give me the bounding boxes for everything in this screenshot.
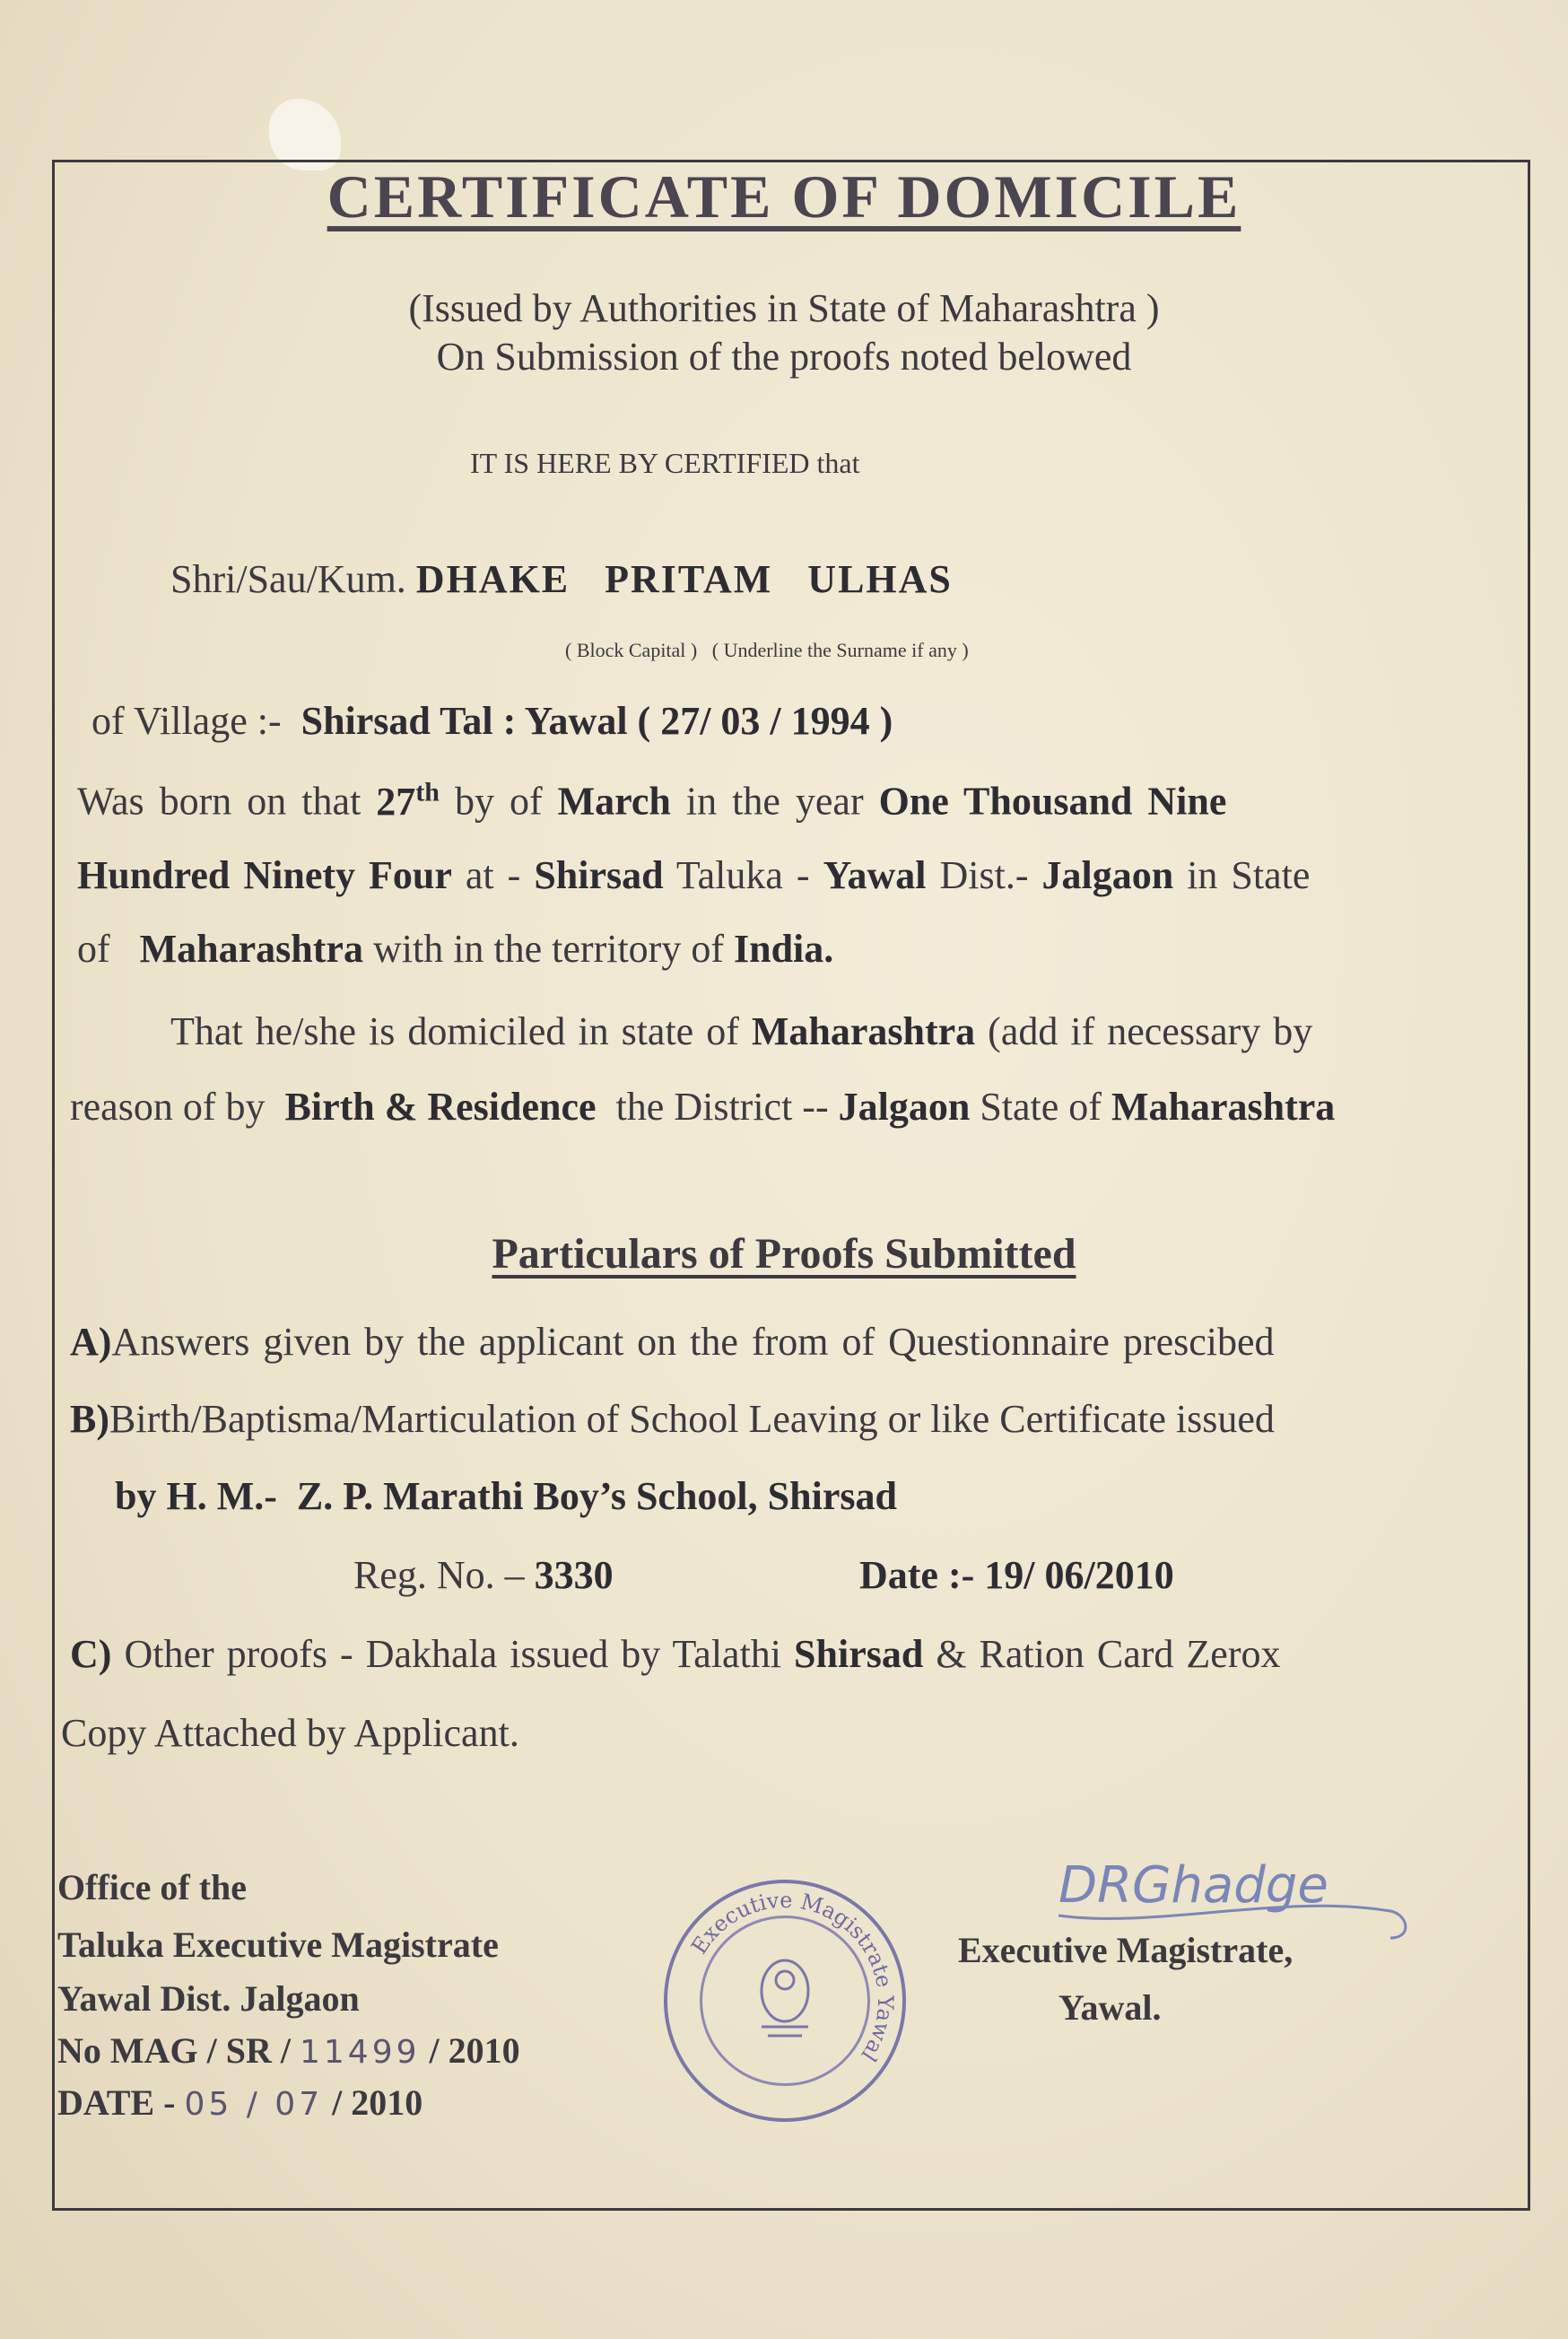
birth-at: at - [465,853,521,897]
seal-inner-ring [700,1916,870,2086]
proof-b-label: B) [70,1397,109,1441]
proof-a-text: Answers given by the applicant on the from of Questionnaire prescibed [111,1320,1275,1364]
office-number-handwritten: 11499 [300,2034,421,2071]
domicile-text-b: (add if necessary by [988,1009,1313,1053]
certificate-title: CERTIFICATE OF DOMICILE [327,162,1241,231]
birth-country: India. [733,927,834,971]
birth-line-2 [77,852,1310,898]
signatory-line-1: Executive Magistrate, [958,1930,1294,1970]
proof-b-issuer [115,1473,897,1519]
proof-date-line [859,1552,1174,1598]
reg-number: 3330 [534,1553,614,1597]
office-date-handwritten: 05 / 07 [184,2086,324,2123]
village-line [91,698,893,744]
proof-b-text: Birth/Baptisma/Marticulation of School Leaving or like Certificate issued [109,1397,1275,1441]
office-line-1: Office of the [57,1867,248,1907]
office-date-prefix: DATE - [57,2082,176,2123]
proof-date: 19/ 06/2010 [984,1553,1174,1597]
block-capital-hint: ( Block Capital ) [565,639,698,661]
birth-year-words-2: Hundred Ninety Four [77,853,452,897]
birth-month: March [557,779,671,824]
birth-year-words-1: One Thousand Nine [878,779,1227,824]
village-value: Shirsad Tal : Yawal ( 27/ 03 / 1994 ) [301,699,893,743]
domicile-state-label: State of [980,1085,1102,1129]
domicile-district-label: the District -- [615,1085,829,1129]
official-seal [664,1880,906,2122]
birth-place: Shirsad [534,853,664,897]
birth-line-1 [77,777,1226,825]
proof-c-place: Shirsad [794,1632,924,1676]
birth-territory-text: with in the territory of [372,927,724,971]
name-prefix: Shri/Sau/Kum. [170,557,406,601]
proof-a-label: A) [70,1320,112,1364]
birth-district: Jalgaon [1041,853,1174,897]
office-line-3: Yawal Dist. Jalgaon [57,1978,360,2019]
signature-text: DRGhadge [1058,1856,1328,1915]
proof-c-text-b: & Ration Card Zerox [936,1632,1281,1676]
birth-text-a: Was born on that [77,779,362,824]
proof-c [70,1631,1280,1677]
certified-line: IT IS HERE BY CERTIFIED that [470,447,860,479]
birth-text-c: in the year [685,779,864,824]
applicant-name: DHAKE PRITAM ULHAS [415,557,953,601]
domicile-line-1 [170,1008,1312,1054]
proof-a [70,1319,1275,1365]
birth-day [376,777,440,824]
domicile-reason: Birth & Residence [284,1085,597,1129]
proof-c-line-2: Copy Attached by Applicant. [61,1711,519,1755]
office-date [57,2082,422,2124]
village-label: of Village :- [91,699,282,743]
domicile-state-2: Maharashtra [1111,1085,1336,1129]
proof-c-text: Other proofs - Dakhala issued by Talathi [124,1632,782,1676]
subtitle-line-2: On Submission of the proofs noted belowed [436,335,1132,379]
birth-line-3 [77,926,833,972]
office-date-suffix: / 2010 [332,2082,423,2123]
office-number [57,2029,520,2072]
subtitle-line-1: (Issued by Authorities in State of Maharashtra ) [408,286,1160,330]
birth-taluka: Yawal [823,853,927,897]
birth-day-number: 27 [376,779,416,824]
birth-in-state: in State [1187,853,1311,897]
domicile-state: Maharashtra [751,1009,976,1053]
proofs-heading: Particulars of Proofs Submitted [492,1230,1076,1278]
office-line-2: Taluka Executive Magistrate [57,1924,499,1965]
domicile-text-a: That he/she is domiciled in state of [170,1009,739,1053]
reg-label: Reg. No. – [353,1553,525,1597]
birth-state: Maharashtra [139,927,363,971]
domicile-district: Jalgaon [838,1085,971,1129]
birth-taluka-label: Taluka - [675,853,810,897]
proof-date-label: Date :- [859,1553,975,1597]
domicile-reason-label: reason of by [70,1085,266,1129]
seal-text: Executive Magistrate Yawal [686,1887,899,2066]
signatory-line-2: Yawal. [1058,1987,1162,2028]
proof-reg-line [353,1552,614,1598]
proof-b [70,1396,1275,1442]
surname-hint: ( Underline the Surname if any ) [711,639,969,661]
office-number-suffix: / 2010 [429,2030,520,2071]
birth-of: of [77,927,110,971]
office-number-prefix: No MAG / SR / [57,2030,291,2071]
domicile-line-2 [70,1084,1335,1130]
name-hints [565,639,969,662]
name-line [170,556,953,602]
birth-text-b: by of [454,779,543,824]
proof-c-label: C) [70,1632,112,1676]
proof-b-issuer-text: by H. M.- Z. P. Marathi Boy’s School, Shirsad [115,1474,897,1518]
birth-day-suffix: th [415,777,440,807]
birth-dist-label: Dist.- [939,853,1029,897]
